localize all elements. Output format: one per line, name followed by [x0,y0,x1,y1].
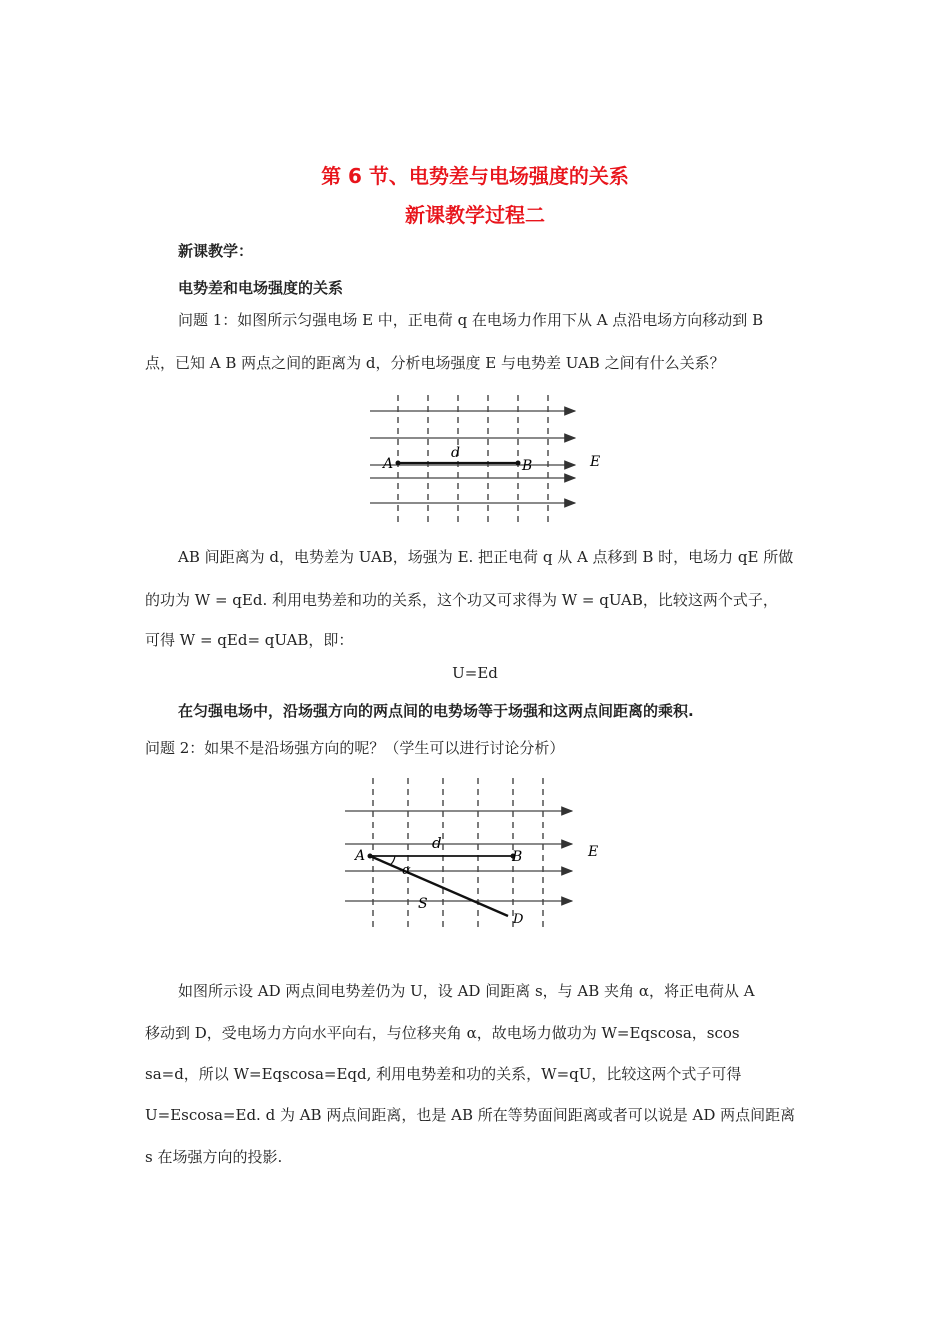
label-s: S [418,896,428,912]
label-a: A [383,456,394,472]
label-b: B [522,458,533,474]
section-heading: 新课教学： [178,242,254,260]
question-1-line-2: 点，已知 A B 两点之间的距离为 d，分析电场强度 E 与电势差 UAB 之间有什么关系？ [145,354,725,372]
label-d: d [451,445,460,461]
label-b-2: B [512,849,523,865]
paragraph-1-line-1: AB 间距离为 d，电势差为 UAB，场强为 E. 把正电荷 q 从 A 点移到 B 时，电场力 qE 所做 [178,548,794,566]
figure-1-uniform-field [365,393,615,528]
page-subtitle: 新课教学过程二 [405,203,545,227]
figure-2-inclined-displacement [340,776,610,931]
label-d-point: D [513,912,524,927]
paragraph-1-line-2: 的功为 W = qEd. 利用电势差和功的关系，这个功又可求得为 W = qUAB，比较这两个式子， [145,591,778,609]
page-title: 第 6 节、电势差与电场强度的关系 [321,164,629,188]
label-e: E [590,454,601,470]
question-1-line-1: 问题 1：如图所示匀强电场 E 中，正电荷 q 在电场力作用下从 A 点沿电场方向移动到 B [178,311,764,329]
label-e-2: E [588,844,599,860]
paragraph-1-line-3: 可得 W = qEd= qUAB，即： [145,631,354,649]
paragraph-2-line-4: U=Escosa=Ed. d 为 AB 两点间距离，也是 AB 所在等势面间距离或者可以说是 AD 两点间距离 [145,1106,796,1124]
formula: U=Ed [452,664,498,682]
angle-arc [390,856,395,865]
paragraph-2-line-3: sa=d，所以 W=Eqscosa=Eqd, 利用电势差和功的关系，W=qU，比较这两个式子可得 [145,1065,742,1083]
label-alpha: α [402,863,411,878]
label-a-2: A [355,848,366,864]
subheading: 电势差和电场强度的关系 [178,279,344,297]
paragraph-2-line-2: 移动到 D，受电场力方向水平向右，与位移夹角 α，故电场力做功为 W=Eqscosa，scos [145,1024,740,1042]
field-lines [370,411,575,503]
paragraph-2-line-1: 如图所示设 AD 两点间电势差仍为 U，设 AD 间距离 s，与 AB 夹角 α，将正电荷从 A [178,982,755,1000]
paragraph-2-line-5: s 在场强方向的投影. [145,1148,283,1166]
label-d-2: d [432,834,442,852]
conclusion: 在匀强电场中，沿场强方向的两点间的电势场等于场强和这两点间距离的乘积. [178,702,694,720]
question-2: 问题 2：如果不是沿场强方向的呢？（学生可以进行讨论分析） [145,739,565,757]
